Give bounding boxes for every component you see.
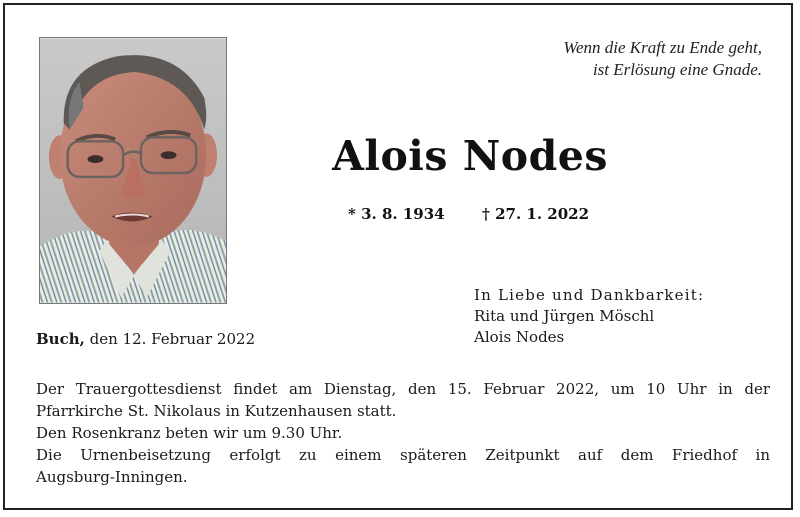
body-line: Der Trauergottesdienst findet am Dienstag, den 15. Februar 2022, um 10 Uhr in der xyxy=(36,380,770,398)
quote-line: Wenn die Kraft zu Ende geht, xyxy=(563,38,762,57)
mourners-block xyxy=(474,285,704,348)
portrait-photo xyxy=(39,37,227,304)
place-date xyxy=(36,330,255,348)
body-line: Die Urnenbeisetzung erfolgt zu einem späteren Zeitpunkt auf dem Friedhof in xyxy=(36,446,770,464)
quote xyxy=(470,37,762,81)
deceased-name: Alois Nodes xyxy=(332,132,608,180)
service-details xyxy=(36,378,770,488)
body-line: Pfarrkirche St. Nikolaus in Kutzenhausen statt. xyxy=(36,402,397,420)
death-date: † 27. 1. 2022 xyxy=(482,205,590,223)
quote-line: ist Erlösung eine Gnade. xyxy=(592,60,762,79)
place-date-text: den 12. Februar 2022 xyxy=(84,330,256,348)
body-line: Den Rosenkranz beten wir um 9.30 Uhr. xyxy=(36,424,343,442)
body-line: Augsburg-Inningen. xyxy=(36,468,188,486)
mourner-line: Alois Nodes xyxy=(474,328,565,346)
place-name: Buch, xyxy=(36,330,85,348)
portrait-icon xyxy=(40,38,226,303)
birth-date: * 3. 8. 1934 xyxy=(348,205,445,223)
thanks-heading: In Liebe und Dankbarkeit: xyxy=(474,286,705,304)
mourner-line: Rita und Jürgen Möschl xyxy=(474,307,655,325)
